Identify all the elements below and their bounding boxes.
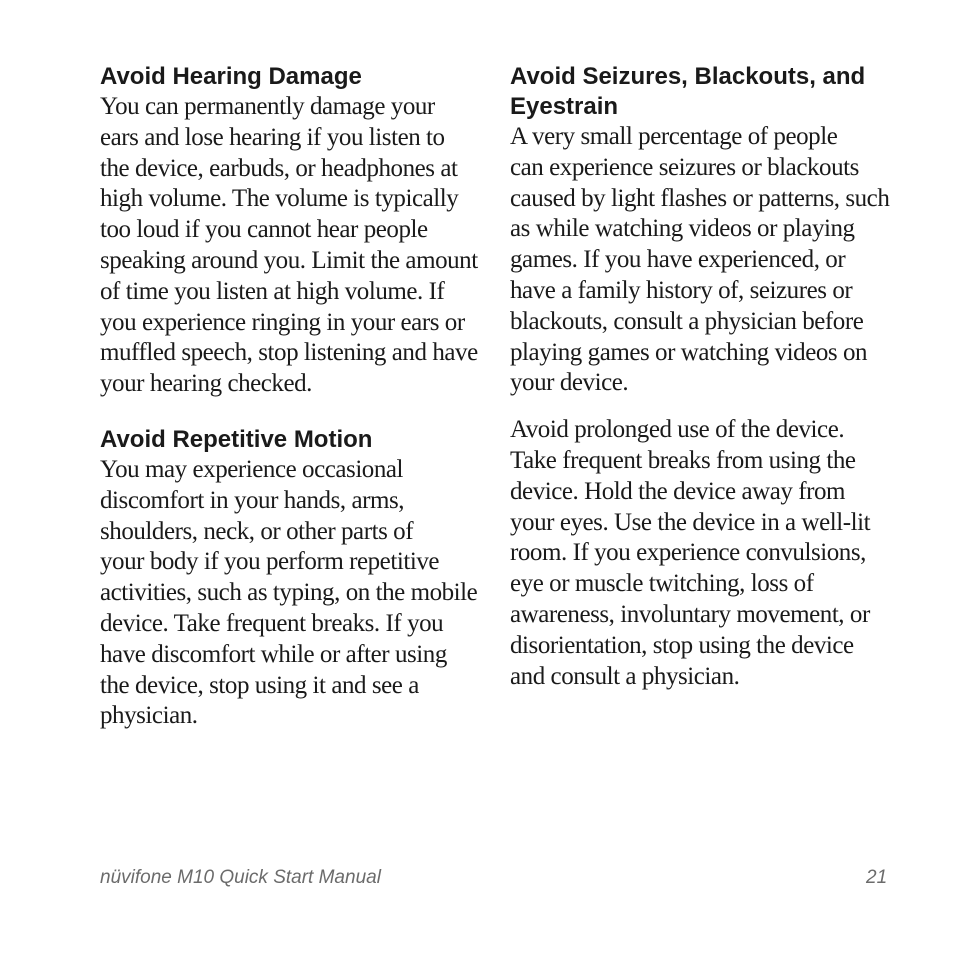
section-body-hearing: You can permanently damage your ears and lose hearing if you listen to the device, earbuds, or headphones at high volume. The volume is typically too loud if you cannot hear people speaking around you. Limit the amount of time you listen at high volume. If you experience ringing in your ears or muffled speech, stop listening and have your hearing checked. [100, 93, 478, 398]
left-column [100, 62, 485, 732]
right-column [510, 62, 895, 692]
section-heading-repetitive-motion: Avoid Repetitive Motion [100, 425, 373, 453]
footer-page-number: 21 [866, 867, 888, 888]
section-body-repetitive-motion: You may experience occasional discomfort in your hands, arms, shoulders, neck, or other parts of your body if you perform repetitive activities, such as typing, on the mobile device. Take frequent breaks. If you have discomfort while or after using the device, stop using it and see a physician. [100, 455, 478, 730]
section-heading-seizures: Avoid Seizures, Blackouts, and Eyestrain [510, 63, 866, 120]
section-heading-hearing: Avoid Hearing Damage [100, 63, 362, 90]
section-body-seizures: A very small percentage of people can experience seizures or blackouts caused by light flashes or patterns, such as while watching videos or playing games. If you have experienced, or have a family history of, seizures or blackouts, consult a physician before playing games or watching videos on your device. [510, 123, 890, 397]
footer-manual-title: nüvifone M10 Quick Start Manual [100, 867, 381, 888]
section-body-prolonged-use: Avoid prolonged use of the device. Take frequent breaks from using the device. Hold the device away from your eyes. Use the device in a well-lit room. If you experience convulsions, eye or muscle twitching, loss of awareness, involuntary movement, or disorientation, stop using the device and consult a physician. [510, 416, 871, 690]
